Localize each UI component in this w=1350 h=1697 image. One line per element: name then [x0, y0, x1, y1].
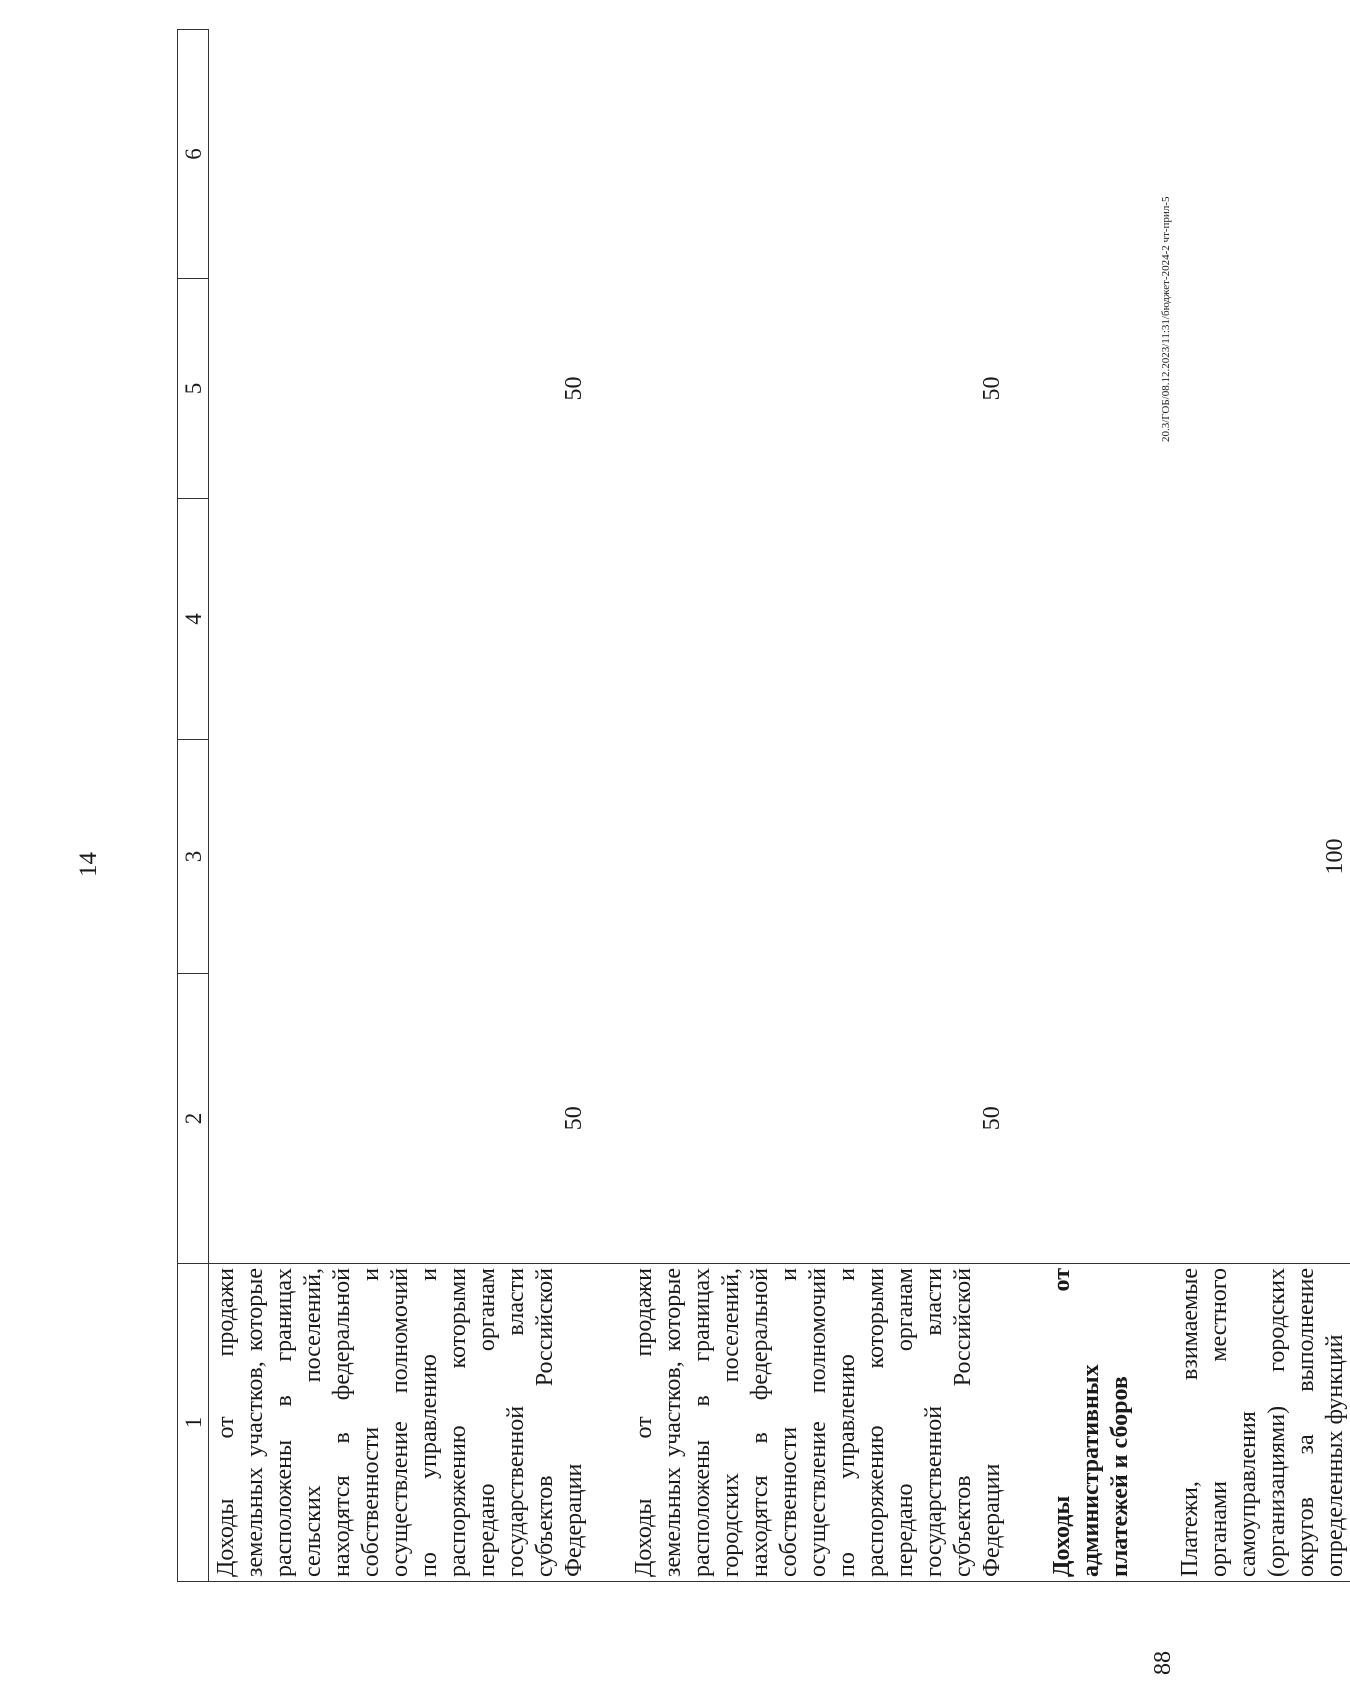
cell-col-6	[209, 30, 590, 279]
document-footer-code: 20.3/ГОБ/08.12.2023/11:31/бюджет-2024-2 чт-прил-5	[1160, 196, 1172, 442]
cell-col-3	[627, 740, 1007, 974]
cell-col-6	[627, 30, 1007, 279]
table-header-row	[178, 30, 209, 1582]
table-row	[1045, 30, 1135, 1582]
cell-col-5	[1173, 279, 1350, 499]
cell-col-6	[1045, 30, 1135, 279]
cell-col-4	[1045, 499, 1135, 740]
cell-col-5	[1045, 279, 1135, 499]
cell-col-2: 50	[979, 1106, 1005, 1131]
row-name	[1045, 1264, 1135, 1582]
page-number: 14	[75, 852, 102, 877]
table-row	[209, 30, 590, 1582]
col-header-2: 2	[178, 974, 209, 1264]
col-header-5: 5	[178, 279, 209, 499]
cell-col-5: 50	[979, 376, 1005, 401]
cell-col-3	[1045, 740, 1135, 974]
row-name: Платежи, взимаемые органами местного самоуправления (организациями) городских округов за выполнение определенных функций	[1173, 1264, 1350, 1582]
cell-col-2	[1045, 974, 1135, 1264]
row-name: Доходы от продажи земельных участков, которые расположены в границах городских поселений, находятся в федеральной собственности и осуществление полномочий по управлению и распоряжению которыми передано органам государственной власти субъектов Российской Федерации	[627, 1264, 1007, 1582]
row-name-bold: Доходы от административных платежей и сборов	[1049, 1268, 1133, 1577]
cell-col-2	[1173, 974, 1350, 1264]
cell-col-6	[1173, 30, 1350, 279]
row-name: Доходы от продажи земельных участков, которые расположены в границах сельских поселений, находятся в федеральной собственности и осуществление полномочий по управлению и распоряжению которыми передано органам государственной власти субъектов Российской Федерации	[209, 1264, 590, 1582]
cell-col-2: 50	[561, 1106, 587, 1131]
row-spacer	[1007, 30, 1045, 1582]
cell-col-3: 100	[1322, 838, 1348, 875]
col-header-3: 3	[178, 740, 209, 974]
table-row	[1173, 30, 1350, 1582]
col-header-1: 1	[178, 1264, 209, 1582]
budget-table	[177, 29, 1350, 1582]
cell-col-5: 50	[561, 376, 587, 401]
table-row	[627, 30, 1007, 1582]
col-header-4: 4	[178, 499, 209, 740]
cell-col-4	[627, 499, 1007, 740]
corner-page-number: 88	[1150, 1651, 1176, 1675]
cell-col-4	[209, 499, 590, 740]
row-spacer	[589, 30, 627, 1582]
col-header-6: 6	[178, 30, 209, 279]
cell-col-3	[209, 740, 590, 974]
cell-col-4	[1173, 499, 1350, 740]
